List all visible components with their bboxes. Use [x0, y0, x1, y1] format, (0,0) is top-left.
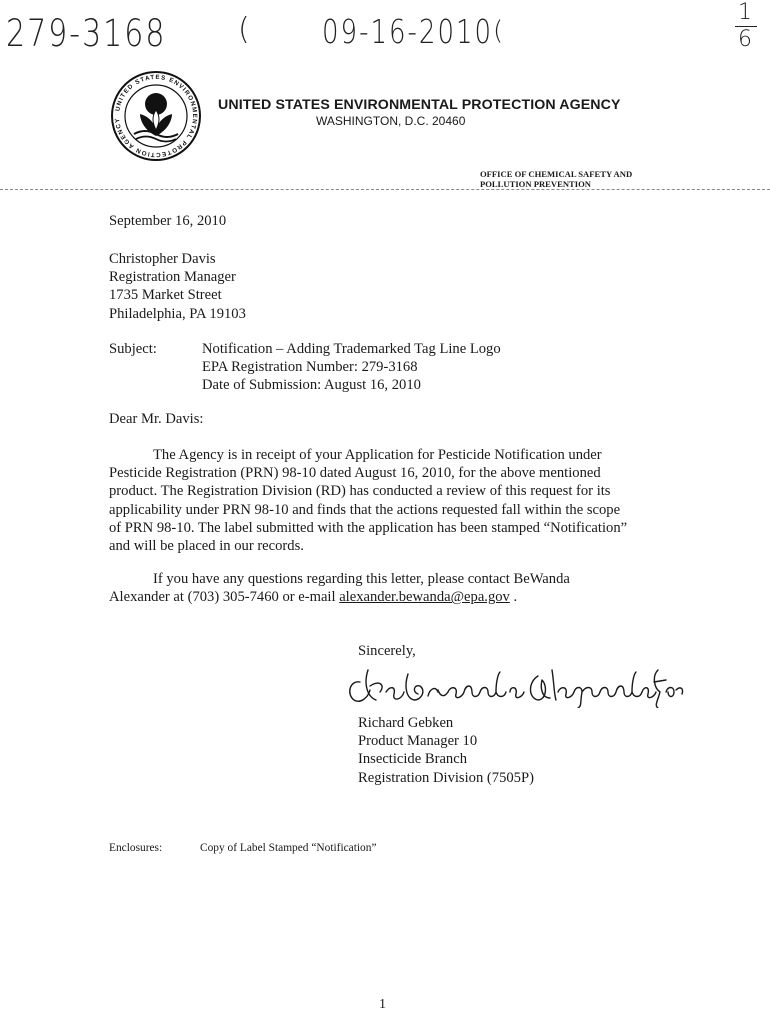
paragraph-line	[109, 588, 669, 606]
page-number: 1	[379, 997, 386, 1012]
paragraph-line: product. The Registration Division (RD) has conducted a review of this request for its	[109, 483, 611, 500]
agency-city: WASHINGTON, D.C. 20460	[316, 114, 466, 128]
paragraph-line: and will be placed in our records.	[109, 538, 304, 555]
signatory-branch: Insecticide Branch	[358, 751, 467, 768]
subject-line: EPA Registration Number: 279-3168	[202, 359, 418, 376]
office-line-2: POLLUTION PREVENTION	[480, 179, 592, 189]
paragraph-line: The Agency is in receipt of your Application for Pesticide Notification under	[153, 447, 602, 463]
fraction-denominator: 6	[738, 27, 754, 52]
contact-text-end: .	[509, 589, 518, 606]
subject-label: Subject:	[109, 341, 157, 357]
handwritten-paren-left: (	[238, 12, 252, 47]
salutation: Dear Mr. Davis:	[109, 411, 204, 427]
paragraph-line: applicability under PRN 98-10 and finds that the actions requested fall within the scope	[109, 501, 621, 518]
signatory-title: Product Manager 10	[358, 733, 478, 750]
recipient-street: 1735 Market Street	[109, 287, 222, 304]
epa-seal-logo	[110, 70, 202, 162]
subject-line: Notification – Adding Trademarked Tag Line Logo	[202, 341, 501, 357]
signatory-division: Registration Division (7505P)	[358, 769, 534, 786]
signature-block	[358, 714, 534, 787]
enclosures-label: Enclosures:	[109, 842, 163, 854]
subject-line: Date of Submission: August 16, 2010	[202, 377, 421, 394]
contact-text: Alexander at (703) 305-7460 or e-mail	[109, 589, 340, 606]
recipient-title: Registration Manager	[109, 269, 236, 286]
handwritten-signature	[342, 662, 687, 708]
header-divider	[0, 189, 770, 190]
body-paragraph-2	[109, 570, 669, 606]
recipient-city: Philadelphia, PA 19103	[109, 305, 246, 322]
fraction-numerator: 1	[738, 0, 754, 25]
seal-text: UNITED STATES ENVIRONMENTAL PROTECTION AGENCY	[114, 73, 199, 159]
signatory-name: Richard Gebken	[358, 715, 454, 731]
recipient-address	[109, 250, 246, 323]
paragraph-line: of PRN 98-10. The label submitted with the application has been stamped “Notification”	[109, 519, 628, 536]
recipient-name: Christopher Davis	[109, 251, 216, 267]
contact-email-link[interactable]: alexander.bewanda@epa.gov	[339, 589, 510, 606]
handwritten-date-note: 09-16-2010	[322, 14, 494, 52]
office-line-1: OFFICE OF CHEMICAL SAFETY AND	[480, 169, 633, 179]
office-name	[480, 169, 632, 189]
handwritten-registration-note: 279-3168	[6, 12, 167, 56]
closing: Sincerely,	[358, 643, 416, 659]
handwritten-page-fraction	[733, 2, 759, 51]
enclosures	[109, 842, 377, 854]
subject-lines	[202, 340, 501, 395]
body-paragraph-1	[109, 446, 669, 555]
paragraph-line: Pesticide Registration (PRN) 98-10 dated August 16, 2010, for the above mentioned	[109, 465, 601, 482]
paragraph-line: If you have any questions regarding this letter, please contact BeWanda	[153, 571, 570, 587]
agency-name: UNITED STATES ENVIRONMENTAL PROTECTION AGENCY	[218, 97, 621, 113]
enclosures-value: Copy of Label Stamped “Notification”	[200, 842, 377, 854]
letter-date: September 16, 2010	[109, 213, 227, 229]
handwritten-paren-right: (	[493, 16, 506, 46]
